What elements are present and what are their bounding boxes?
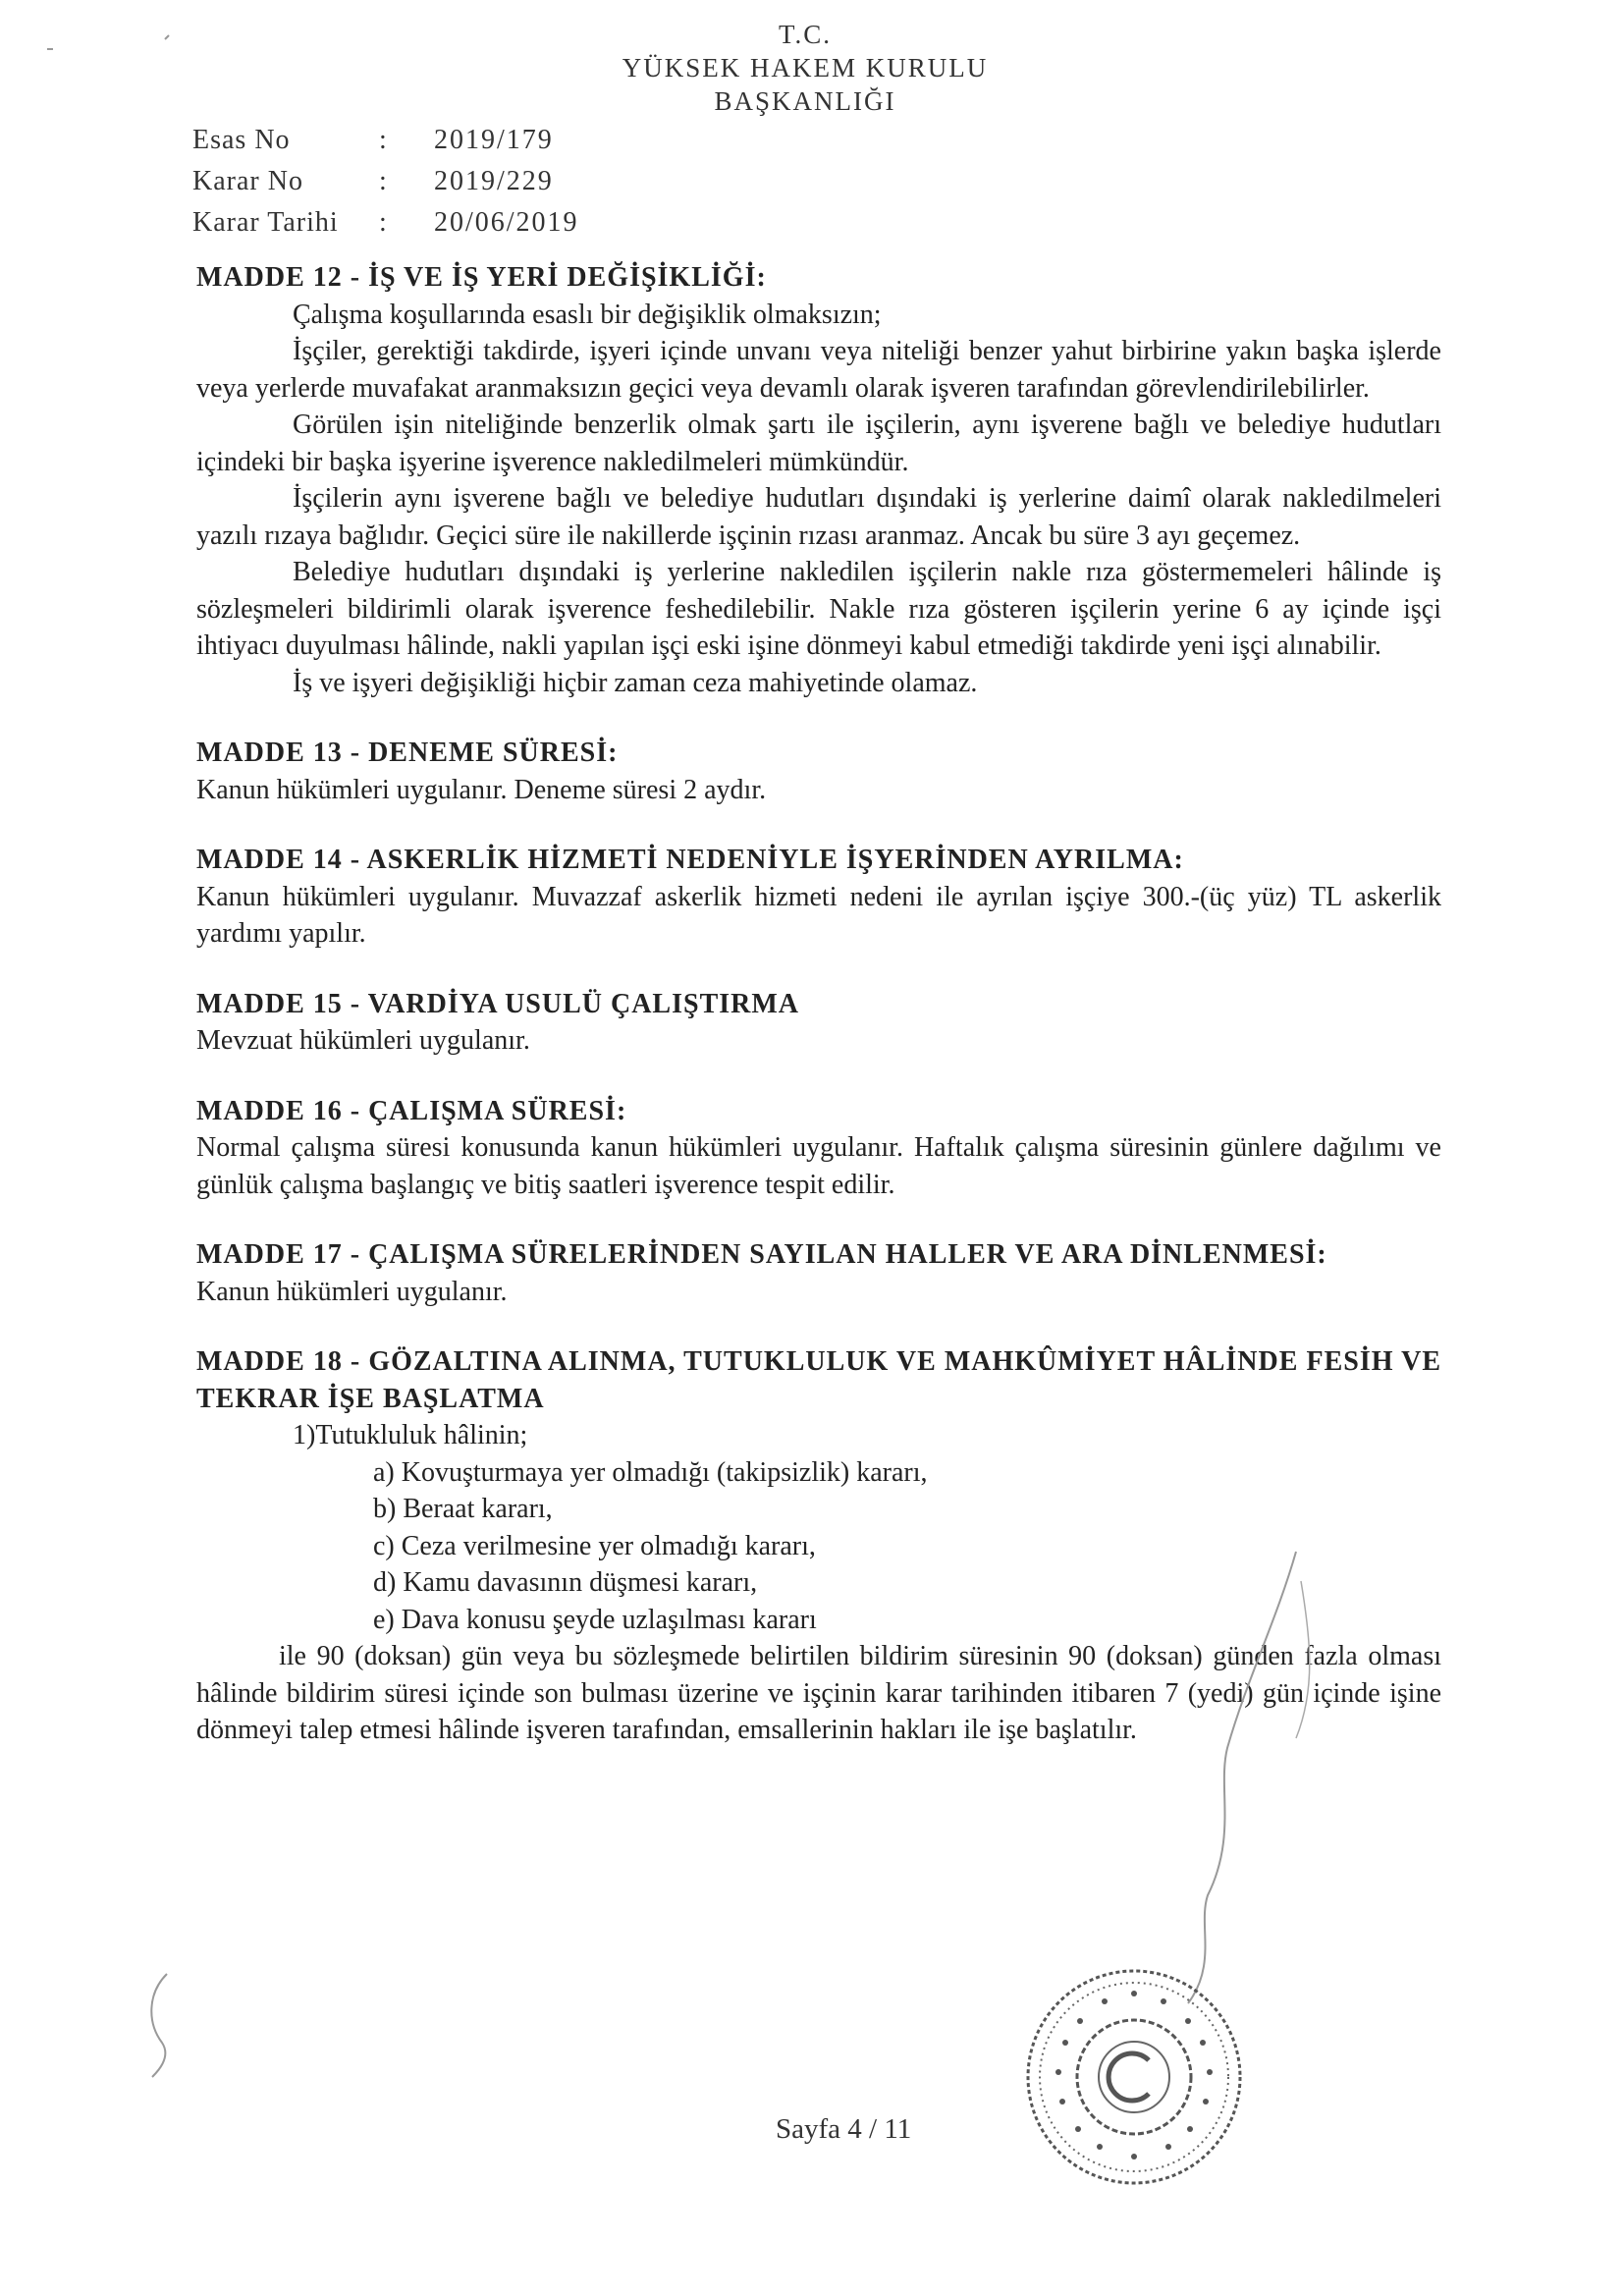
meta-label: Esas No [192, 125, 291, 155]
case-metadata [192, 120, 579, 244]
meta-value: 20/06/2019 [434, 207, 579, 238]
article-12-p6: İş ve işyeri değişikliği hiçbir zaman ceza mahiyetinde olamaz. [293, 667, 978, 698]
document-body [196, 259, 1441, 1749]
article-13-p1: Kanun hükümleri uygulanır. Deneme süresi 2 aydır. [196, 774, 767, 805]
meta-colon: : [379, 125, 387, 155]
article-13 [196, 735, 1441, 808]
article-16-title: MADDE 16 - ÇALIŞMA SÜRESİ: [196, 1095, 627, 1126]
article-15 [196, 986, 1441, 1060]
meta-row-karar-no [192, 161, 579, 202]
article-18-item-d: d) Kamu davasının düşmesi kararı, [373, 1567, 758, 1598]
article-18-title: MADDE 18 - GÖZALTINA ALINMA, TUTUKLULUK VE MAHKÛMİYET HÂLİNDE FESİH VE TEKRAR İŞE BAŞLATMA [196, 1346, 1441, 1414]
article-18-item-b: b) Beraat kararı, [373, 1494, 553, 1524]
article-14-p1: Kanun hükümleri uygulanır. Muvazzaf askerlik hizmeti nedeni ile ayrılan işçiye 300.-(üç yüz) TL askerlik yardımı yapılır. [196, 881, 1441, 949]
meta-row-karar-tarihi [192, 202, 579, 244]
scan-mark [137, 1964, 187, 2082]
article-17-p1: Kanun hükümleri uygulanır. [196, 1276, 508, 1307]
meta-colon: : [379, 207, 387, 238]
article-12-p2: İşçiler, gerektiği takdirde, işyeri içinde unvanı veya niteliği benzer yahut birbirine yakın başka işlerde veya yerlerde muvafakat aranmaksızın geçici veya devamlı olarak işveren tarafından görevlendirilebilirler. [196, 336, 1441, 404]
article-12-p1: Çalışma koşullarında esaslı bir değişiklik olmaksızın; [293, 299, 882, 330]
scan-mark [39, 29, 177, 69]
page-number: Sayfa 4 / 11 [776, 2113, 912, 2145]
article-12-p4: İşçilerin aynı işverene bağlı ve belediye hudutları dışındaki iş yerlerine daimî olarak nakledilmeleri yazılı rızaya bağlıdır. Geçici süre ile nakillerde işçinin rızası aranmaz. Ancak bu süre 3 ayı geçemez. [196, 483, 1441, 551]
header-line-institution: YÜKSEK HAKEM KURULU [622, 53, 989, 82]
article-18-item-e: e) Dava konusu şeyde uzlaşılması kararı [373, 1604, 817, 1635]
article-14 [196, 842, 1441, 953]
article-12-title: MADDE 12 - İŞ VE İŞ YERİ DEĞİŞİKLİĞİ: [196, 262, 767, 293]
article-15-title: MADDE 15 - VARDİYA USULÜ ÇALIŞTIRMA [196, 988, 800, 1019]
article-13-title: MADDE 13 - DENEME SÜRESİ: [196, 738, 619, 768]
article-17-title: MADDE 17 - ÇALIŞMA SÜRELERİNDEN SAYILAN HALLER VE ARA DİNLENMESİ: [196, 1239, 1327, 1270]
article-15-p1: Mevzuat hükümleri uygulanır. [196, 1025, 530, 1056]
meta-label: Karar No [192, 166, 303, 196]
article-14-title: MADDE 14 - ASKERLİK HİZMETİ NEDENİYLE İŞYERİNDEN AYRILMA: [196, 845, 1184, 875]
meta-value: 2019/179 [434, 125, 554, 155]
official-seal-icon [1021, 1964, 1247, 2190]
article-18-intro: 1)Tutukluluk hâlinin; [293, 1420, 528, 1450]
article-16-p1: Normal çalışma süresi konusunda kanun hükümleri uygulanır. Haftalık çalışma süresinin günlere dağılımı ve günlük çalışma başlangıç ve bitiş saatleri işverence tespit edilir. [196, 1132, 1441, 1200]
meta-value: 2019/229 [434, 166, 554, 196]
meta-label: Karar Tarihi [192, 207, 339, 238]
article-17 [196, 1236, 1441, 1310]
document-header [530, 18, 1080, 118]
header-line-tc: T.C. [779, 20, 832, 49]
article-18-item-c: c) Ceza verilmesine yer olmadığı kararı, [373, 1530, 816, 1561]
article-16 [196, 1093, 1441, 1204]
article-12-p5: Belediye hudutları dışındaki iş yerlerine nakledilen işçilerin nakle rıza göstermemeleri hâlinde iş sözleşmeleri bildirimli olarak işverence feshedilebilir. Nakle rıza gösteren işçilerin yerine 6 ay içinde işçi ihtiyacı duyulması hâlinde, nakli yapılan işçi eski işine dönmeyi kabul etmediği takdirde yeni işçi alınabilir. [196, 557, 1441, 661]
meta-row-esas [192, 120, 579, 161]
article-12 [196, 259, 1441, 701]
article-18-item-a: a) Kovuşturmaya yer olmadığı (takipsizlik) kararı, [373, 1456, 928, 1488]
article-18-p1: ile 90 (doksan) gün veya bu sözleşmede belirtilen bildirim süresinin 90 (doksan) günden fazla olması hâlinde bildirim süresi içinde son bulması üzerine ve işçinin karar tarihinden itibaren 7 (yedi) gün içinde işine dönmeyi talep etmesi hâlinde işveren tarafından, emsallerinin hakları ile işe başlatılır. [196, 1641, 1441, 1745]
meta-colon: : [379, 166, 387, 196]
article-12-p3: Görülen işin niteliğinde benzerlik olmak şartı ile işçilerin, aynı işverene bağlı ve belediye hudutları içindeki bir başka işyerine işverence nakledilmeleri mümkündür. [196, 410, 1441, 477]
header-line-presidency: BAŞKANLIĞI [714, 86, 896, 116]
